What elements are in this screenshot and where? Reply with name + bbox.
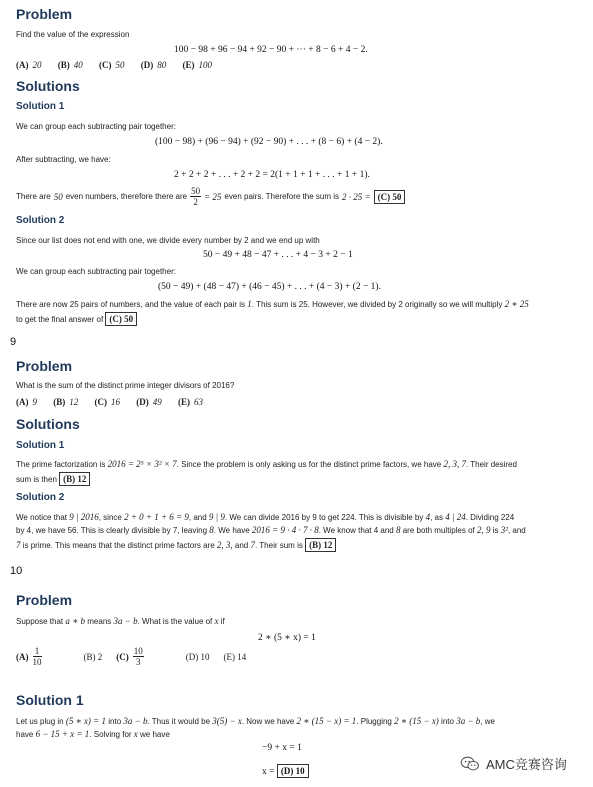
boxed-answer: (C) 50 [105, 312, 137, 326]
problem-heading: Problem [16, 358, 73, 374]
choice-e: (E) 14 [223, 651, 247, 662]
solution-2-conclusion: 7 is prime. This means that the distinct prime factors are 2, 3, and 7. Their sum is (B) 12 [16, 538, 336, 552]
solution-1-heading: Solution 1 [16, 692, 84, 708]
solution-1-math: −9 + x = 1 [262, 743, 302, 753]
answer-choices [16, 397, 217, 407]
solution-2-text: We can group each subtracting pair together: [16, 267, 176, 276]
problem-prompt: Find the value of the expression [16, 30, 130, 39]
solution-1-conclusion: There are 50 even numbers, therefore there are $\frac{50}{2}$ = 25 even pairs. Therefore the sum is 2 · 25 = (C) 50 [16, 186, 405, 207]
watermark-text: AMC竞赛咨询 [486, 757, 567, 772]
solution-1-text: have 6 − 15 + x = 1. Solving for x we have [16, 729, 170, 739]
choice-d: (D) 49 [136, 397, 162, 407]
solution-1-heading: Solution 1 [16, 440, 65, 451]
solution-2-heading: Solution 2 [16, 215, 65, 226]
boxed-answer: (B) 12 [305, 538, 336, 552]
problem-number: 10 [10, 565, 23, 577]
solution-2-heading: Solution 2 [16, 492, 65, 503]
answer-choices [16, 60, 226, 70]
fraction: $\frac{50}{2}$ [191, 186, 201, 207]
choice-b: (B) 2 [83, 651, 103, 662]
boxed-answer: (D) 10 [277, 764, 309, 778]
solution-1-conclusion: x = (D) 10 [262, 764, 309, 778]
solution-1-text: We can group each subtracting pair together: [16, 122, 176, 131]
solution-1-math: 2 + 2 + 2 + . . . + 2 + 2 = 2(1 + 1 + 1 + . . . + 1 + 1). [174, 170, 370, 180]
watermark [460, 754, 567, 773]
choice-e: (E) 100 [182, 60, 212, 70]
choice-c: (C) $\frac{10}{3}$ [116, 646, 143, 667]
choice-a: (A) 9 [16, 397, 37, 407]
choice-e: (E) 63 [178, 397, 203, 407]
solution-1-text: The prime factorization is 2016 = 2⁵ × 3² × 7. Since the problem is only asking us for the distinct prime factors, we have 2, 3, 7. Their desired [16, 459, 517, 469]
choice-c: (C) 50 [99, 60, 125, 70]
choice-a: (A) 20 [16, 60, 42, 70]
choice-d: (D) 10 [185, 651, 210, 662]
solution-2-text: Since our list does not end with one, we divide every number by 2 and we end up with [16, 236, 320, 245]
problem-prompt: Suppose that a ∗ b means 3a − b. What is the value of x if [16, 616, 225, 626]
solution-1-heading: Solution 1 [16, 101, 65, 112]
solution-2-math: (50 − 49) + (48 − 47) + (46 − 45) + . . . + (4 − 3) + (2 − 1). [158, 282, 381, 292]
solution-1-math: (100 − 98) + (96 − 94) + (92 − 90) + . . . + (8 − 6) + (4 − 2). [155, 137, 383, 147]
solutions-heading: Solutions [16, 78, 80, 94]
problem-heading: Problem [16, 6, 73, 22]
boxed-answer: (B) 12 [59, 472, 90, 486]
problem-expression: 100 − 98 + 96 − 94 + 92 − 90 + ··· + 8 − 6 + 4 − 2. [174, 45, 368, 55]
solution-2-text: There are now 25 pairs of numbers, and the value of each pair is 1. This sum is 25. However, we divided by 2 originally so we will multiply 2 ∗ 25 [16, 299, 529, 309]
problem-equation: 2 ∗ (5 ∗ x) = 1 [258, 633, 316, 643]
solution-2-text: We notice that 9 | 2016, since 2 + 0 + 1 + 6 = 9, and 9 | 9. We can divide 2016 by 9 to get 224. This is divisible by 4, as 4 | 24. Dividing 224 [16, 512, 515, 522]
boxed-answer: (C) 50 [374, 190, 406, 204]
choice-c: (C) 16 [94, 397, 120, 407]
choice-b: (B) 12 [53, 397, 79, 407]
problem-number: 9 [10, 336, 17, 348]
solution-2-text: by 4, we have 56. This is clearly divisible by 7, leaving 8. We have 2016 = 9 · 4 · 7 · 8. We know that 4 and 8 are both multiples of 2, 9 is 3², and [16, 525, 526, 535]
solution-2-conclusion: to get the final answer of (C) 50 [16, 312, 137, 326]
problem-heading: Problem [16, 592, 73, 608]
solution-1-conclusion: sum is then (B) 12 [16, 472, 90, 486]
choice-d: (D) 80 [140, 60, 167, 70]
wechat-icon [460, 756, 480, 772]
solution-1-text: After subtracting, we have: [16, 155, 111, 164]
choice-b: (B) 40 [57, 60, 83, 70]
solution-1-text: Let us plug in (5 ∗ x) = 1 into 3a − b. Thus it would be 3(5) − x. Now we have 2 ∗ (15 − x) = 1. Plugging 2 ∗ (15 − x) into 3a − b, we [16, 716, 495, 726]
choice-a: (A) $\frac{1}{10}$ [16, 646, 42, 667]
solution-2-math: 50 − 49 + 48 − 47 + . . . + 4 − 3 + 2 − 1 [203, 250, 353, 260]
solutions-heading: Solutions [16, 416, 80, 432]
problem-prompt: What is the sum of the distinct prime integer divisors of 2016? [16, 381, 235, 390]
answer-choices [16, 646, 260, 667]
